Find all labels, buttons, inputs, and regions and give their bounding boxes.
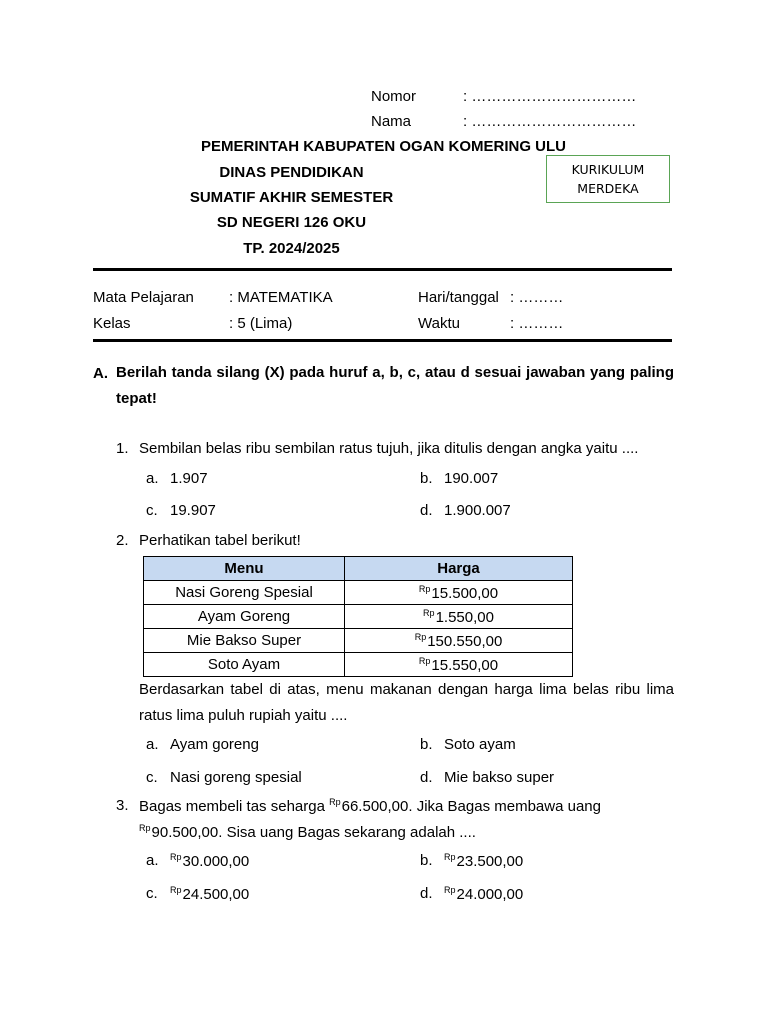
q1-option-text: 1.900.007: [444, 502, 511, 519]
nomor-label: Nomor: [371, 88, 417, 105]
option-amount: 24.500,00: [182, 886, 250, 903]
subject-value: : MATEMATIKA: [229, 289, 333, 306]
currency-label: Rp: [329, 797, 341, 807]
badge-line-2: MERDEKA: [577, 181, 639, 196]
q1-option-text: 19.907: [170, 502, 216, 519]
nama-label: Nama: [371, 113, 412, 130]
q1-option-text: 190.007: [444, 470, 499, 487]
table-header-row: [144, 557, 573, 581]
price-value: 15.550,00: [431, 656, 499, 674]
option-amount: 23.500,00: [456, 853, 524, 870]
q3-option-letter[interactable]: a.: [146, 852, 159, 869]
q2-followup: Berdasarkan tabel di atas, menu makanan dengan harga lima belas ribu lima ratus lima puluh rupiah yaitu ....: [139, 681, 674, 724]
time-value: : ………: [510, 315, 564, 332]
currency-label: Rp: [418, 583, 431, 594]
q2-option-letter[interactable]: d.: [420, 769, 433, 786]
q2-option-letter[interactable]: a.: [146, 736, 159, 753]
currency-label: Rp: [444, 852, 456, 862]
nama-value: : ……………………………: [463, 113, 637, 130]
table-header-price: Harga: [345, 557, 573, 581]
table-cell-price: [345, 629, 573, 653]
currency-label: Rp: [414, 631, 427, 642]
currency-label: Rp: [139, 823, 151, 833]
table-cell-menu: Soto Ayam: [144, 653, 345, 677]
q1-number: 1.: [116, 440, 129, 457]
currency-label: Rp: [170, 852, 182, 862]
title-year-text: TP. 2024/2025: [243, 240, 340, 257]
table-header-menu: Menu: [144, 557, 345, 581]
section-instruction: Berilah tanda silang (X) pada huruf a, b, c, atau d sesuai jawaban yang paling tepat!: [116, 364, 674, 407]
q3-text-part: Bagas membeli tas seharga: [139, 798, 330, 815]
currency-label: Rp: [423, 607, 435, 618]
option-amount: 30.000,00: [182, 853, 250, 870]
price-value: 150.550,00: [427, 632, 503, 650]
date-label: Hari/tanggal: [418, 289, 499, 306]
title-exam-text: SUMATIF AKHIR SEMESTER: [189, 189, 394, 206]
q3-option-text: [170, 885, 249, 903]
q3-option-text: [170, 852, 249, 870]
q3-amount: 90.500,00: [151, 824, 219, 841]
title-school-text: SD NEGERI 126 OKU: [216, 214, 367, 231]
table-row: [144, 629, 573, 653]
q2-option-letter[interactable]: b.: [420, 736, 433, 753]
class-label: Kelas: [93, 315, 131, 332]
table-cell-menu: Ayam Goreng: [144, 605, 345, 629]
title-department-text: DINAS PENDIDIKAN: [219, 164, 364, 181]
q3-amount: 66.500,00: [341, 798, 409, 815]
time-label: Waktu: [418, 315, 460, 332]
q2-option-letter[interactable]: c.: [146, 769, 158, 786]
title-government: PEMERINTAH KABUPATEN OGAN KOMERING ULU: [201, 138, 566, 155]
q2-option-text: Ayam goreng: [170, 736, 259, 753]
q3-text-line-1: [139, 797, 601, 815]
q2-option-text: Mie bakso super: [444, 769, 555, 786]
q1-option-text: 1.907: [170, 470, 208, 487]
curriculum-badge: [546, 155, 670, 203]
title-year: [93, 240, 674, 257]
price-value: 15.500,00: [431, 584, 499, 602]
currency-label: Rp: [170, 885, 182, 895]
q3-text-part: . Jika Bagas membawa uang: [408, 798, 601, 815]
price-table: [143, 556, 573, 677]
subject-label: Mata Pelajaran: [93, 289, 194, 306]
q3-option-letter[interactable]: c.: [146, 885, 158, 902]
option-amount: 24.000,00: [456, 886, 524, 903]
q3-option-letter[interactable]: b.: [420, 852, 433, 869]
badge-line-1: KURIKULUM: [571, 162, 645, 177]
date-value: : ………: [510, 289, 564, 306]
price-value: 1.550,00: [435, 608, 494, 626]
q3-option-text: [444, 852, 523, 870]
q1-text: Sembilan belas ribu sembilan ratus tujuh, jika ditulis dengan angka yaitu ....: [139, 440, 639, 457]
q2-number: 2.: [116, 532, 129, 549]
table-cell-menu: Nasi Goreng Spesial: [144, 581, 345, 605]
title-school: [93, 214, 674, 231]
q2-option-text: Nasi goreng spesial: [170, 769, 302, 786]
q1-option-letter[interactable]: c.: [146, 502, 158, 519]
q2-option-text: Soto ayam: [444, 736, 516, 753]
currency-label: Rp: [418, 655, 431, 666]
table-row: [144, 653, 573, 677]
table-row: [144, 581, 573, 605]
table-cell-price: [345, 581, 573, 605]
divider-top: [93, 268, 672, 271]
q1-option-letter[interactable]: a.: [146, 470, 159, 487]
q3-option-text: [444, 885, 523, 903]
q2-text: Perhatikan tabel berikut!: [139, 532, 301, 549]
q3-number: 3.: [116, 797, 129, 814]
q1-option-letter[interactable]: b.: [420, 470, 433, 487]
currency-label: Rp: [444, 885, 456, 895]
section-letter: A.: [93, 365, 108, 382]
table-cell-menu: Mie Bakso Super: [144, 629, 345, 653]
q3-option-letter[interactable]: d.: [420, 885, 433, 902]
class-value: : 5 (Lima): [229, 315, 293, 332]
divider-bottom: [93, 339, 672, 342]
table-cell-price: [345, 653, 573, 677]
q1-option-letter[interactable]: d.: [420, 502, 433, 519]
table-row: [144, 605, 573, 629]
nomor-value: : ……………………………: [463, 88, 637, 105]
q3-text-part: . Sisa uang Bagas sekarang adalah ....: [218, 824, 476, 841]
table-cell-price: [345, 605, 573, 629]
q3-text-line-2: [139, 823, 476, 841]
